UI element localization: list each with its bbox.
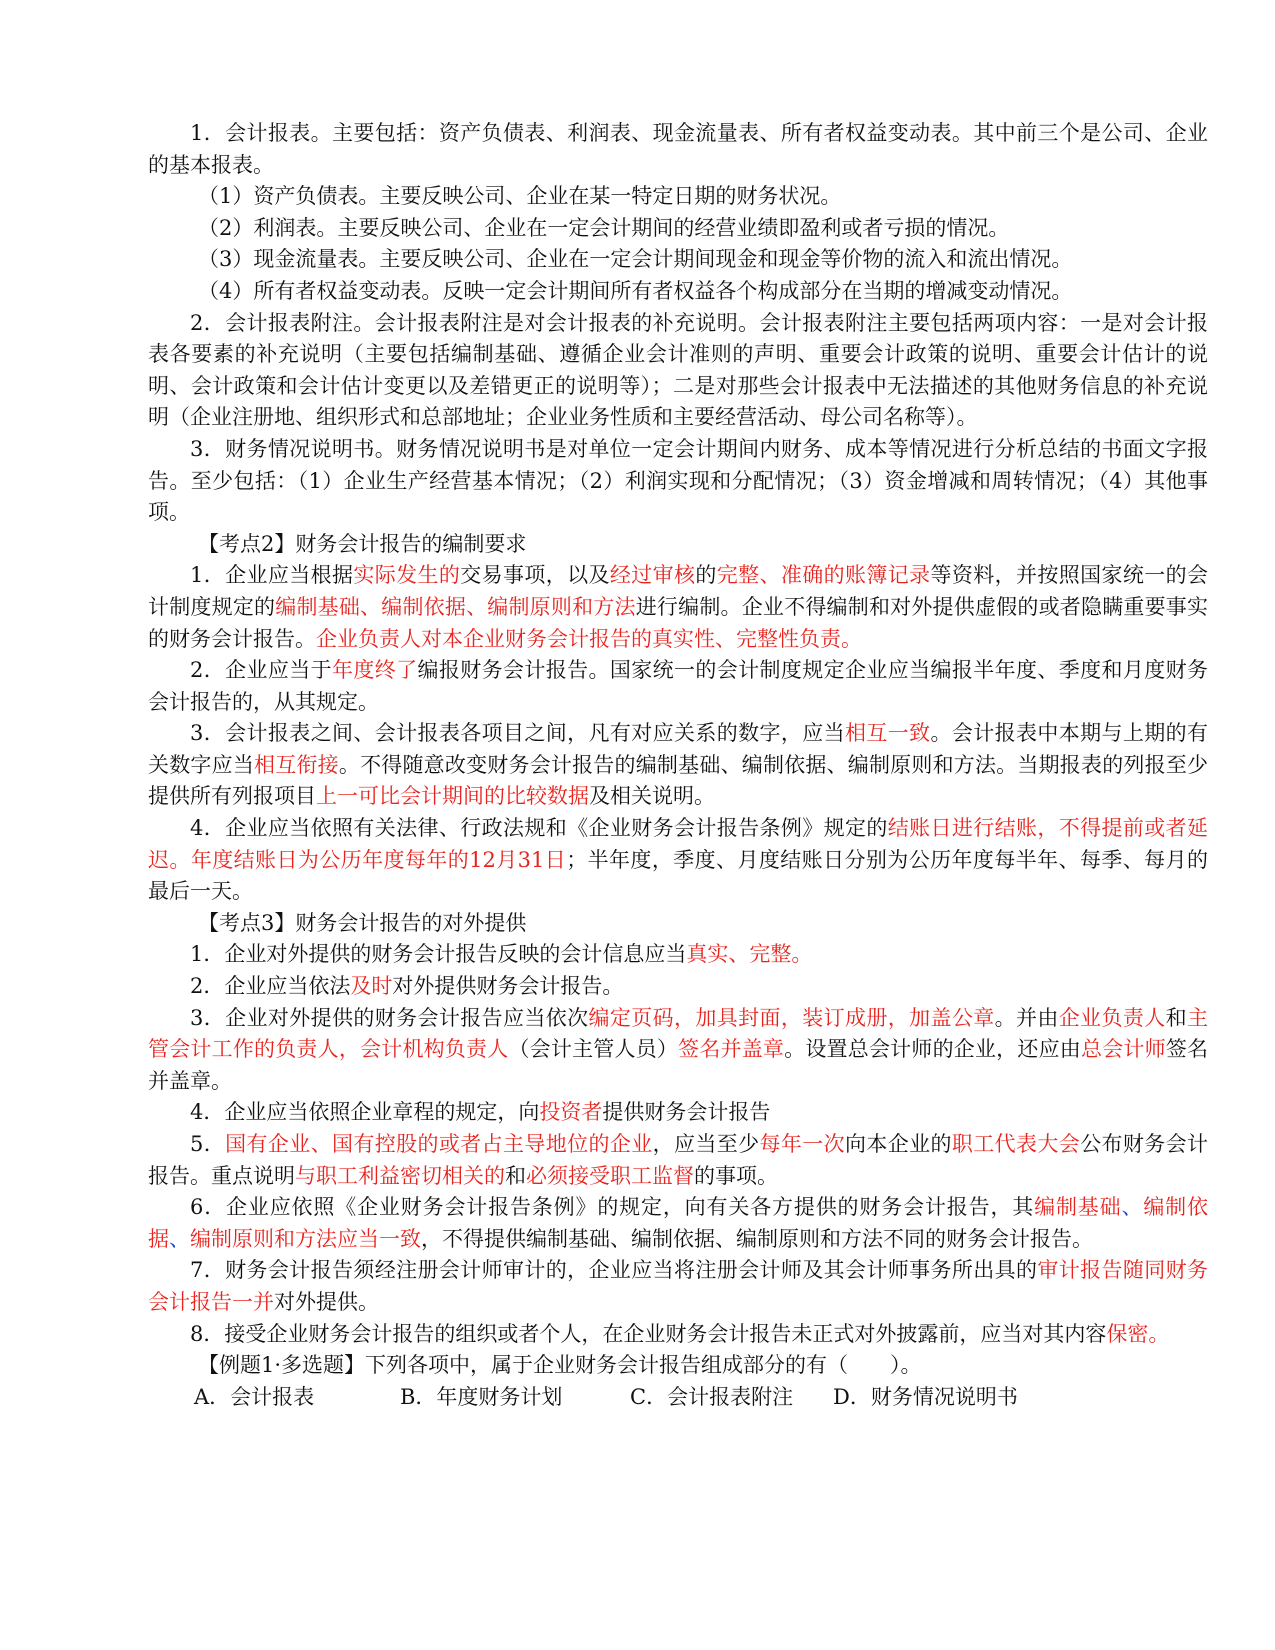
text-run: 向本企业的	[845, 1132, 952, 1156]
text-run: 3．财务情况说明书。财务情况说明书是对单位一定会计期间内财务、成本等情况进行分析总结的书面文字报告。至少包括：（1）企业生产经营基本情况；（2）利润实现和分配情况；（3）资金增减和周转情况；（4）其他事项。	[148, 436, 1208, 525]
paragraph	[148, 244, 1208, 276]
highlighted-text: 企业负责人对本企业财务会计报告的真实性、完整性负责。	[316, 626, 862, 651]
highlighted-text: 审计报告随同财务会计报告一并	[148, 1258, 1209, 1314]
text-run: （会计主管人员）	[508, 1037, 679, 1062]
text-run: 【考点3】财务会计报告的对外提供	[198, 910, 527, 935]
text-run: 1．企业应当根据	[190, 563, 354, 588]
highlighted-text: 完整、准确的账簿记录	[716, 563, 931, 588]
text-run: 3．企业对外提供的财务会计报告应当依次	[190, 1005, 589, 1030]
highlighted-text: 经过审核	[609, 563, 696, 588]
highlighted-text: 真实、完整。	[686, 942, 813, 967]
highlighted-text: 编制依据	[148, 1195, 1209, 1251]
text-run: 和	[1165, 1005, 1188, 1030]
text-run: 进行编制。企业不得编制和对外提供虚假的或者隐瞒重要事实的财务会计报告。	[148, 594, 1209, 651]
highlighted-text: 编定页码，加具封面，装订成册，加盖公章	[588, 1005, 995, 1030]
text-run: ；半年度，季度、月度结账日分别为公历年度每半年、每季、每月的最后一天。	[148, 847, 1208, 904]
text-run: 3．会计报表之间、会计报表各项目之间，凡有对应关系的数字，应当	[190, 721, 845, 746]
section-heading	[148, 908, 1208, 940]
paragraph	[148, 939, 1208, 971]
paragraph	[148, 813, 1208, 908]
highlighted-text: 上一可比会计期间的比较数据	[316, 784, 589, 809]
paragraph	[148, 560, 1208, 655]
highlighted-text: 编制原则和方法应当一致	[190, 1226, 421, 1251]
text-run: 签名并盖章。	[148, 1037, 1209, 1093]
highlighted-text: 年度终了	[332, 658, 418, 683]
highlighted-text: 必须接受职工监督	[526, 1163, 694, 1188]
text-run: 公布财务会计报告。重点说明	[148, 1132, 1208, 1188]
text-run: 编报财务会计报告。国家统一的会计制度规定企业应当编报半年度、季度和月度财务会计报告的，从其规定。	[148, 658, 1208, 714]
text-run: 2．会计报表附注。会计报表附注是对会计报表的补充说明。会计报表附注主要包括两项内容：一是对会计报表各要素的补充说明（主要包括编制基础、遵循企业会计准则的声明、重要会计政策的说明、重要会计估计的说明、会计政策和会计估计变更以及差错更正的说明等）；二是对那些会计报表中无法描述的其他财务信息的补充说明（企业注册地、组织形式和总部地址；企业业务性质和主要经营活动、母公司名称等）。	[148, 310, 1208, 430]
paragraph	[148, 718, 1208, 813]
highlighted-text: 相互一致	[845, 721, 931, 746]
text-run: 的事项。	[694, 1163, 778, 1188]
highlighted-text: 实际发生的	[353, 563, 461, 588]
text-run: 5．	[190, 1132, 226, 1156]
text-run: 交易事项，以及	[460, 563, 610, 588]
paragraph	[148, 213, 1208, 245]
text-run: 。不得随意改变财务会计报告的编制基础、编制依据、编制原则和方法。当期报表的列报至少提供所有列报项目	[148, 752, 1209, 809]
text-run: （3）现金流量表。主要反映公司、企业在一定会计期间现金和现金等价物的流入和流出情况。	[198, 247, 1073, 272]
text-run: 1．会计报表。主要包括：资产负债表、利润表、现金流量表、所有者权益变动表。其中前三个是公司、企业的基本报表。	[148, 121, 1208, 177]
highlighted-text: 编制基础	[1034, 1195, 1122, 1220]
text-run: （2）利润表。主要反映公司、企业在一定会计期间的经营业绩即盈利或者亏损的情况。	[198, 215, 1010, 240]
text-run: 【考点2】财务会计报告的编制要求	[198, 531, 527, 556]
paragraph	[148, 1003, 1208, 1098]
text-run: 4．企业应当依照企业章程的规定，向	[190, 1100, 540, 1125]
paragraph	[148, 655, 1208, 718]
question-options	[148, 1382, 1208, 1414]
paragraph	[148, 1255, 1208, 1318]
document-body	[148, 118, 1208, 1382]
text-run: 【例题1·多选题】下列各项中，属于企业财务会计报告组成部分的有（ ）。	[198, 1353, 922, 1378]
option-c: C．会计报表附注	[630, 1384, 794, 1409]
text-run: 等资料，并按照国家统一的会计制度规定的	[148, 563, 1208, 619]
text-run: （4）所有者权益变动表。反映一定会计期间所有者权益各个构成部分在当期的增减变动情况。	[198, 278, 1073, 303]
text-run: 2．企业应当依法	[190, 974, 351, 999]
text-run: （1）资产负债表。主要反映公司、企业在某一特定日期的财务状况。	[198, 184, 842, 209]
text-run: 8．接受企业财务会计报告的组织或者个人，在企业财务会计报告未正式对外披露前，应当对其内容	[190, 1321, 1107, 1346]
highlighted-text: 投资者	[539, 1100, 603, 1125]
text-run: ，不得提供编制基础、编制依据、编制原则和方法不同的财务会计报告。	[421, 1226, 1093, 1251]
highlighted-text: 及时	[350, 974, 393, 999]
paragraph	[148, 308, 1208, 434]
highlighted-text: 签名并盖章	[678, 1037, 785, 1062]
paragraph	[148, 1319, 1208, 1351]
text-run: 对外提供财务会计报告。	[392, 974, 624, 999]
highlighted-text: 相互衔接	[254, 752, 339, 777]
text-run: 7．财务会计报告须经注册会计师审计的，企业应当将注册会计师及其会计师事务所出具的	[190, 1258, 1038, 1283]
highlighted-text: 编制基础、编制依据、编制原则和方法	[275, 594, 636, 619]
paragraph	[148, 181, 1208, 213]
highlighted-text: 总会计师	[1081, 1037, 1166, 1062]
highlighted-text: 国有企业、国有控股的或者占主导地位的企业	[225, 1132, 653, 1156]
text-run: 的	[695, 563, 717, 588]
section-heading	[148, 1350, 1208, 1382]
highlighted-text: 企业负责人	[1058, 1005, 1166, 1030]
section-heading	[148, 529, 1208, 561]
highlighted-text: 保密。	[1106, 1321, 1170, 1346]
option-d: D．财务情况说明书	[833, 1384, 1018, 1409]
punctuation: 、	[169, 1226, 190, 1251]
text-run: 1．企业对外提供的财务会计报告反映的会计信息应当	[190, 942, 687, 967]
paragraph	[148, 1097, 1208, 1129]
text-run: 提供财务会计报告	[602, 1100, 771, 1125]
highlighted-text: 结账日进行结账，不得提前或者延迟。年度结账日为公历年度每年的12月31日	[148, 816, 1209, 872]
text-run: 及相关说明。	[589, 784, 715, 809]
text-run: 。会计报表中本期与上期的有关数字应当	[148, 721, 1209, 777]
paragraph	[148, 971, 1208, 1003]
paragraph	[148, 276, 1208, 308]
text-run: 对外提供。	[274, 1289, 379, 1314]
punctuation: 、	[1121, 1195, 1144, 1220]
text-run: ，应当至少	[652, 1132, 760, 1156]
paragraph	[148, 1129, 1208, 1192]
paragraph	[148, 1192, 1208, 1255]
option-b: B．年度财务计划	[400, 1384, 563, 1409]
paragraph	[148, 434, 1208, 529]
text-run: 4．企业应当依照有关法律、行政法规和《企业财务会计报告条例》规定的	[190, 816, 888, 841]
highlighted-text: 每年一次	[759, 1132, 845, 1156]
text-run: 和	[505, 1163, 526, 1188]
highlighted-text: 主管会计工作的负责人，会计机构负责人	[148, 1005, 1209, 1062]
highlighted-text: 与职工利益密切相关的	[295, 1163, 505, 1188]
text-run: 6．企业应依照《企业财务会计报告条例》的规定，向有关各方提供的财务会计报告，其	[190, 1195, 1035, 1220]
paragraph	[148, 118, 1208, 181]
text-run: 。并由	[994, 1005, 1059, 1030]
text-run: 。设置总会计师的企业，还应由	[784, 1037, 1081, 1062]
option-a: A．会计报表	[194, 1384, 315, 1409]
text-run: 2．企业应当于	[190, 658, 332, 683]
document-page	[148, 118, 1208, 1413]
highlighted-text: 职工代表大会	[951, 1132, 1081, 1156]
